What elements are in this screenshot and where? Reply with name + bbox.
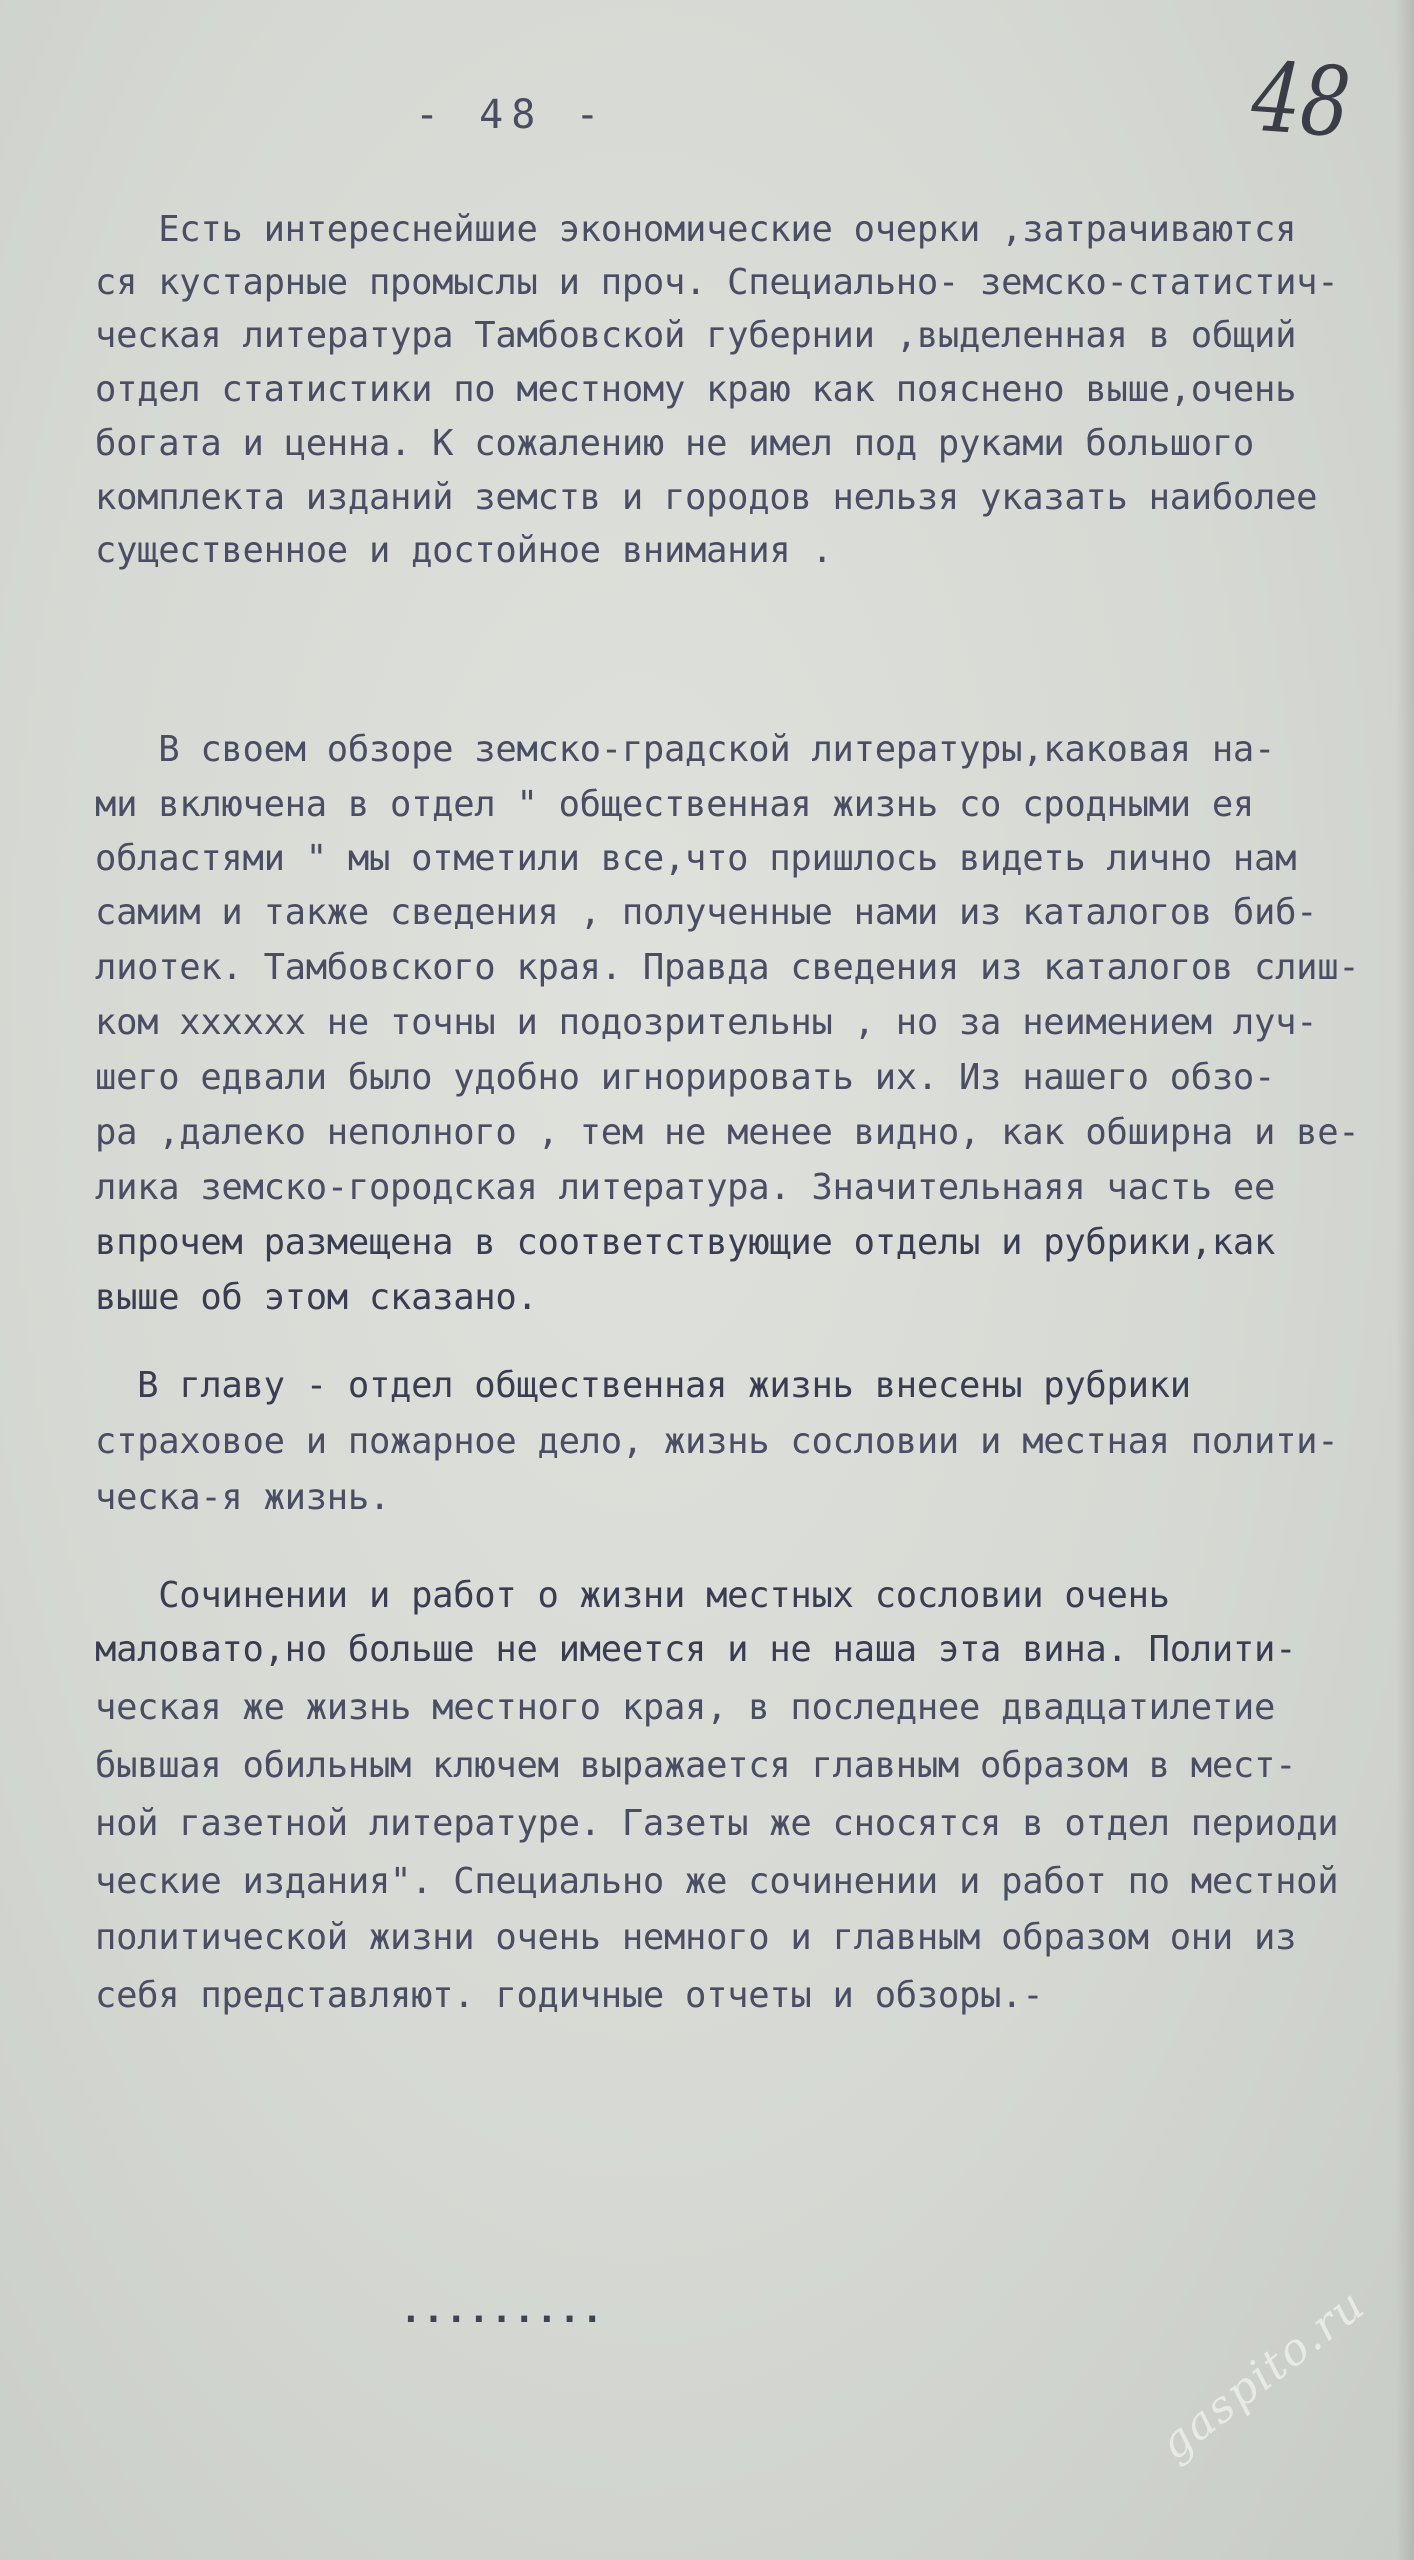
page-edge-shadow <box>1396 0 1414 2560</box>
text-line: отдел статистики по местному краю как пояснено выше,очень <box>95 369 1297 410</box>
text-line: существенное и достойное внимания . <box>95 530 833 571</box>
watermark: gaspito.ru <box>1150 2278 1376 2471</box>
text-line: В главу - отдел общественная жизнь внесены рубрики <box>95 1365 1191 1406</box>
text-line: ческая литература Тамбовской губернии ,выделенная в общий <box>95 315 1297 356</box>
text-line: богата и ценна. К сожалению не имел под руками большого <box>95 423 1255 464</box>
text-line: выше об этом сказано. <box>95 1277 538 1318</box>
section-separator: ......... <box>400 2290 605 2331</box>
text-line: ческая же жизнь местного края, в последнее двадцатилетие <box>95 1687 1276 1728</box>
text-line: политической жизни очень немного и главным образом они из <box>95 1917 1297 1958</box>
text-line: ческа-я жизнь. <box>95 1477 391 1518</box>
text-line: страховое и пожарное дело, жизнь сословии и местная полити- <box>95 1421 1339 1462</box>
text-line: ком хххххх не точны и подозрительны , но за неимением луч- <box>95 1002 1318 1043</box>
text-line: самим и также сведения , полученные нами из каталогов биб- <box>95 892 1318 933</box>
text-line: Есть интереснейшие экономические очерки ,затрачиваются <box>95 209 1297 250</box>
text-line: шего едвали было удобно игнорировать их. Из нашего обзо- <box>95 1057 1276 1098</box>
text-line: ми включена в отдел " общественная жизнь со сродными ея <box>95 784 1255 825</box>
text-line: ся кустарные промыслы и проч. Специально- земско-статистич- <box>95 262 1339 303</box>
text-line: ческие издания". Специально же сочинении и работ по местной <box>95 1861 1339 1902</box>
text-line: лиотек. Тамбовского края. Правда сведения из каталогов слиш- <box>95 947 1360 988</box>
text-line: впрочем размещена в соответствующие отделы и рубрики,как <box>95 1222 1276 1263</box>
text-line: Сочинении и работ о жизни местных сословии очень <box>95 1575 1170 1616</box>
text-line: В своем обзоре земско-градской литературы,каковая на- <box>95 729 1276 770</box>
page-number: - 48 - <box>415 92 608 138</box>
text-line: комплекта изданий земств и городов нельзя указать наиболее <box>95 477 1318 518</box>
text-line: себя представляют. годичные отчеты и обзоры.- <box>95 1975 1044 2016</box>
text-line: ной газетной литературе. Газеты же сносятся в отдел периоди <box>95 1803 1339 1844</box>
text-line: бывшая обильным ключем выражается главным образом в мест- <box>95 1745 1297 1786</box>
text-line: областями " мы отметили все,что пришлось видеть лично нам <box>95 838 1297 879</box>
text-line: лика земско-городская литература. Значительнаяя часть ее <box>95 1167 1276 1208</box>
archive-folio-number: 48 <box>1248 40 1354 160</box>
text-line: ра ,далеко неполного , тем не менее видно, как обширна и ве- <box>95 1112 1360 1153</box>
text-line: маловато,но больше не имеется и не наша эта вина. Полити- <box>95 1629 1297 1670</box>
